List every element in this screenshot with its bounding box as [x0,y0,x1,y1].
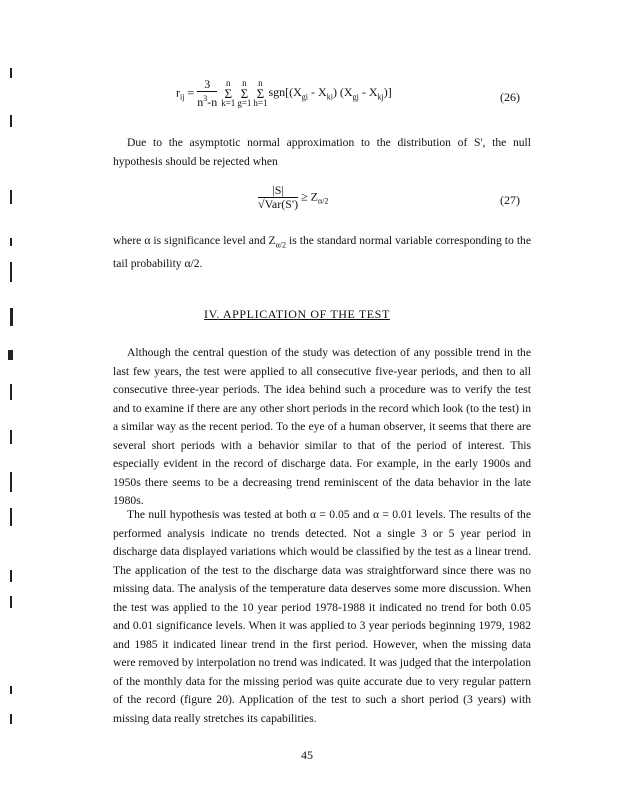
eq26-sgn: sgn[(X [268,85,302,100]
sigma-icon: Σ [256,86,265,101]
sum-h-top: n [258,78,263,88]
scan-mark [10,238,12,246]
eq26-minus-2: - X [358,85,378,100]
scan-mark [10,68,12,78]
equation-27-number: (27) [500,193,520,207]
paragraph-null-hypothesis [113,506,531,728]
scan-mark [10,384,12,400]
eq26-sub-gi: gi [301,92,309,102]
eq26-body [268,85,392,102]
eq26-lhs: r [176,85,180,100]
sum-g-bottom: g=1 [237,98,252,108]
eq26-den-tail: -n [207,95,218,109]
eq26-minus-1: - X [308,85,327,100]
eq26-den-sup: 3 [203,94,208,103]
paragraph-central-question-text: Although the central question of the study was detection of any possible trend in the last few years, the test were applied to all consecutive five-year periods, and then to all consecutive three-year periods. The idea behind such a procedure was to verify the test and to examine if there are any other short periods in the record which look (to the test) in a similar way as the recent period. To the eye of a human observer, it seems that there are several short periods with a behavior similar to that of the period of interest. This especially evident in the record of discharge data. For example, in the early 1900s and 1950s there seems to be a decreasing trend reminiscent of the data behavior in the late 1980s. [113,346,531,507]
equation-26-number: (26) [500,90,520,104]
paragraph-where-text [113,232,531,273]
where-part-a: where α is significance level and Z [113,234,276,247]
scan-mark [10,596,12,608]
paragraph-central-question [113,344,531,511]
eq26-fraction [197,78,217,109]
page-number: 45 [301,748,313,762]
eq26-denominator [197,92,217,109]
sum-k-top: n [226,78,231,88]
scan-mark [10,472,12,492]
sigma-icon: Σ [240,86,249,101]
eq27-fraction [258,184,298,211]
sigma-icon: Σ [224,86,233,101]
eq27-relation: ≥ Z [298,189,318,204]
eq26-equals: = [184,85,198,100]
eq26-sub-kj: kj [377,92,384,102]
scan-mark [10,714,12,724]
scan-mark [10,430,12,444]
eq26-numerator: 3 [197,78,217,92]
scan-mark [10,308,13,326]
sum-h-bottom: h=1 [253,98,268,108]
paragraph-asymptotic-text: Due to the asymptotic normal approximation to the distribution of S', the null hypothesis should be rejected when [113,136,531,168]
scan-mark [8,350,13,360]
equation-26 [176,78,392,109]
sum-k [221,79,235,108]
paragraph-null-hypothesis-text: The null hypothesis was tested at both α = 0.05 and α = 0.01 levels. The results of the performed analysis indicate no trends detected. Not a single 3 or 5 year period in discharge data displayed variations which would be classified by the test as a linear trend. The application of the test to the discharge data was straightforward since there was no missing data. The analysis of the temperature data deserves some more discussion. When the test was applied to the 10 year period 1978-1988 it indicated no trend for both 0.05 and 0.01 significance levels. When it was applied to 3 year periods beginning 1979, 1982 and 1985 it indicated linear trend in the first period. However, when the missing data were removed by interpolation no trend was indicated. It was judged that the interpolation of the monthly data for the missing period was quite accurate due to very regular pattern of the record (figure 20). Application of the test to such a short period (3 years) with missing data really stretches its capabilities. [113,508,531,725]
eq26-mid: ) (X [332,85,353,100]
eq27-sub: α/2 [318,196,329,206]
where-sub: α/2 [275,240,287,250]
scan-mark [10,115,12,127]
eq26-sub-gj: gj [352,92,359,102]
equation-27 [258,184,328,211]
eq26-tail: )] [383,85,392,100]
eq26-lhs-sub: ij [180,92,185,102]
eq27-numerator: |S| [258,184,298,198]
scan-mark [10,508,12,526]
scan-mark [10,686,12,694]
eq26-sub-ki: ki [326,92,333,102]
scan-mark [10,570,12,582]
sum-h [253,79,267,108]
paragraph-asymptotic [113,134,531,171]
scan-mark [10,262,12,282]
where-part-b: is the standard normal variable corresponding to the tail probability α/2. [113,234,531,270]
sum-g-top: n [242,78,247,88]
section-heading: IV. APPLICATION OF THE TEST [204,307,390,321]
eq26-den-n: n [197,95,204,109]
eq27-denominator: √Var(S') [258,197,299,211]
sum-g [237,79,251,108]
sum-k-bottom: k=1 [221,98,236,108]
scan-mark [10,190,12,204]
paragraph-where [113,232,531,273]
